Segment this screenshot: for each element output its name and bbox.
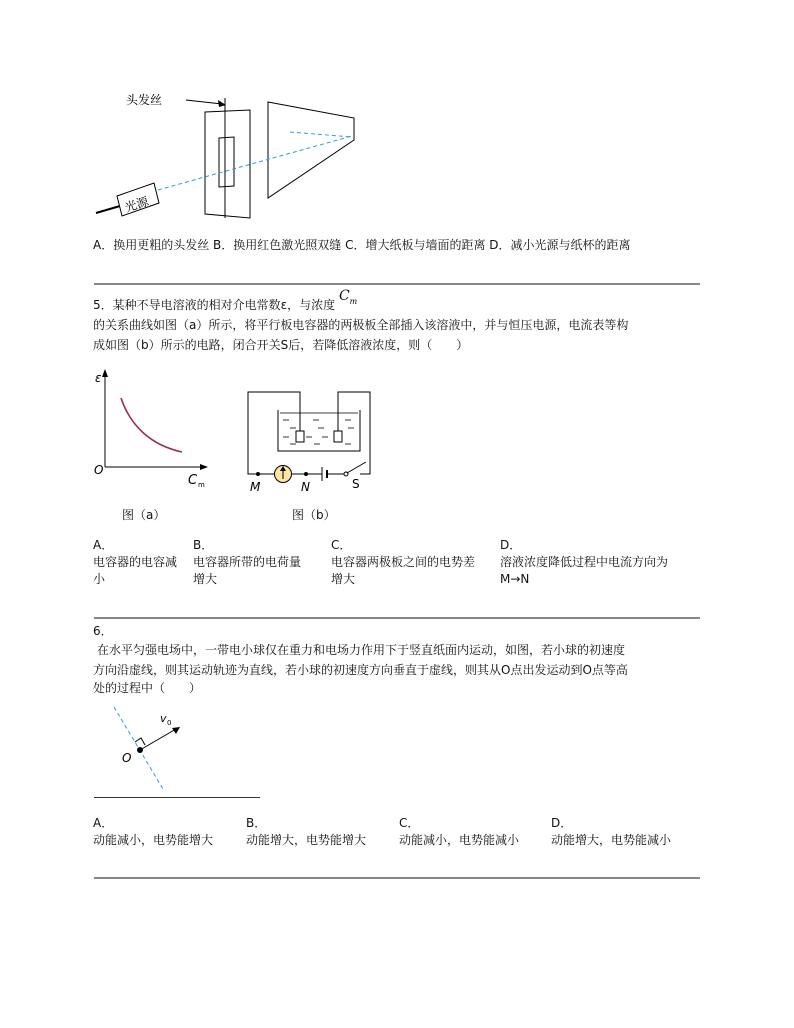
divider-1 <box>94 283 700 285</box>
option-text: 动能增大，电势能减小 <box>551 833 672 847</box>
q5-option-b[interactable] <box>193 537 301 588</box>
option-text: 动能减小，电势能减小 <box>399 833 520 847</box>
option-letter: D． <box>500 538 522 552</box>
option-letter: A． <box>93 816 114 830</box>
q6-stem-line1: 在水平匀强电场中，一带电小球仅在重力和电场力作用下于竖直纸面内运动，如图，若小球的初速度 <box>97 643 626 657</box>
option-text-line1: 电容器的电容减 <box>93 555 178 569</box>
origin-O-label: O <box>122 751 132 765</box>
figure-a-curve <box>90 364 215 492</box>
epsilon-curve <box>121 398 182 452</box>
figure-b-circuit <box>240 385 380 495</box>
label-M: M <box>250 480 261 494</box>
v0-label-main: v <box>160 712 167 725</box>
y-label: ε <box>95 371 102 385</box>
option-letter: C． <box>331 538 352 552</box>
x-label-main: C <box>188 473 198 488</box>
q5-option-c[interactable] <box>331 537 475 588</box>
q6-option-b[interactable] <box>246 815 366 849</box>
wall-screen <box>268 102 354 198</box>
q6-option-c[interactable] <box>399 815 519 849</box>
option-text: 动能增大，电势能增大 <box>246 833 367 847</box>
option-letter: B． <box>246 816 267 830</box>
light-beam <box>158 136 352 190</box>
option-text-line2: 增大 <box>331 572 356 586</box>
x-axis-arrow <box>200 464 208 470</box>
hair-experiment-figure <box>90 88 370 228</box>
liquid-dashes <box>283 420 354 444</box>
option-text-line2: 增大 <box>193 572 218 586</box>
option-letter: C． <box>399 816 420 830</box>
switch-arm <box>347 462 366 473</box>
q5-stem-line3: 成如图（b）所示的电路，闭合开关S后，若降低溶液浓度，则（ ） <box>93 338 469 352</box>
fringe-line <box>290 132 352 137</box>
beaker <box>278 410 360 451</box>
plate-left <box>296 431 304 442</box>
wire-left <box>248 392 300 474</box>
v0-label-sub: 0 <box>167 719 172 727</box>
v0-vector <box>140 729 176 750</box>
q5-option-d[interactable] <box>500 537 668 588</box>
option-letter: D． <box>551 816 573 830</box>
source-cable <box>96 206 120 213</box>
option-text-line1: 溶液浓度降低过程中电流方向为 <box>500 555 669 569</box>
q5-stem-prefix: 5．某种不导电溶液的相对介电常数ε，与浓度 <box>93 298 336 312</box>
y-axis-arrow <box>102 369 108 377</box>
origin-label: O <box>94 463 104 477</box>
hair-label: 头发丝 <box>126 93 163 107</box>
paper-card <box>205 110 250 218</box>
wire-right <box>338 392 370 474</box>
fig-b-caption: 图（b） <box>292 508 336 522</box>
q5-symbol-sub: m <box>349 296 358 306</box>
node-N <box>304 472 308 476</box>
x-label-sub: m <box>198 481 205 489</box>
q5-stem-symbol <box>339 288 357 304</box>
divider-2 <box>94 617 700 619</box>
option-text-line1: 电容器两极板之间的电势差 <box>331 555 476 569</box>
q5-stem-line2: 的关系曲线如图（a）所示，将平行板电容器的两极板全部插入该溶液中，并与恒压电源，电流表等构 <box>93 318 629 332</box>
option-letter: B． <box>193 538 214 552</box>
option-text-line2: 小 <box>93 572 106 586</box>
q6-figure-rule <box>94 797 260 798</box>
q5-symbol-main: C <box>338 288 350 304</box>
q6-stem-line2: 方向沿虚线，则其运动轨迹为直线，若小球的初速度方向垂直于虚线，则其从O点出发运动到O点等高 <box>93 663 628 677</box>
q6-option-d[interactable] <box>551 815 671 849</box>
q4-options: A．换用更粗的头发丝 B．换用红色激光照双缝 C．增大纸板与墙面的距离 D．减小光源与纸杯的距离 <box>93 238 631 252</box>
option-text-line1: 电容器所带的电荷量 <box>193 555 302 569</box>
option-letter: A． <box>93 538 114 552</box>
option-text-line2: M→N <box>500 572 530 586</box>
slit-window <box>219 137 234 187</box>
source-label: 光源 <box>123 194 151 215</box>
q5-option-a[interactable] <box>93 537 177 588</box>
fig-a-caption: 图（a） <box>122 508 166 522</box>
label-S: S <box>352 477 360 491</box>
q6-number: 6． <box>93 624 113 638</box>
q6-figure <box>105 700 200 800</box>
option-text: 动能减小，电势能增大 <box>93 833 214 847</box>
divider-3 <box>94 877 700 879</box>
node-M <box>256 472 260 476</box>
label-N: N <box>301 480 310 494</box>
plate-right <box>334 431 342 442</box>
q6-stem-line3: 处的过程中（ ） <box>93 681 202 695</box>
point-O <box>137 747 143 753</box>
hair-arrow <box>186 100 222 104</box>
q6-option-a[interactable] <box>93 815 213 849</box>
